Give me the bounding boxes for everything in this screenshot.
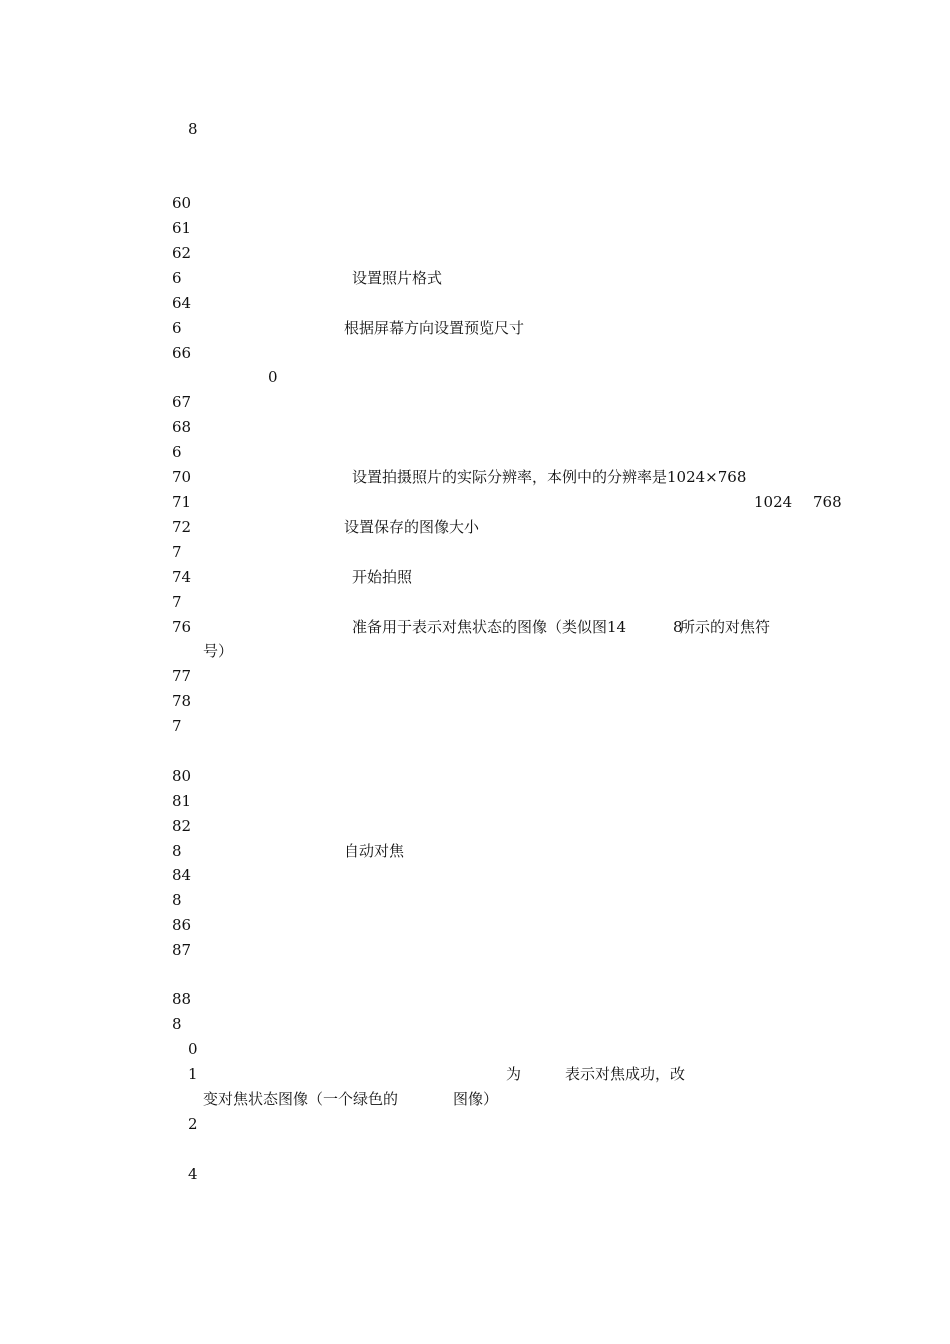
line-number: 62 xyxy=(172,244,192,262)
resolution-width: 1024 xyxy=(754,493,793,511)
code-comment: 自动对焦 xyxy=(344,842,405,860)
line-number: 61 xyxy=(172,219,192,237)
code-comment: 设置保存的图像大小 xyxy=(344,518,480,536)
code-comment-tail: 所示的对焦符 xyxy=(680,618,771,636)
line-number: 68 xyxy=(172,418,192,436)
line-number: 7 xyxy=(172,543,182,561)
line-number: 0 xyxy=(188,1040,198,1058)
line-number: 86 xyxy=(172,916,192,934)
code-comment: 为 xyxy=(506,1065,522,1083)
line-number: 64 xyxy=(172,294,192,312)
line-number: 80 xyxy=(172,767,192,785)
line-number: 77 xyxy=(172,667,192,685)
code-comment: 准备用于表示对焦状态的图像（类似图14 xyxy=(352,618,627,636)
line-number: 67 xyxy=(172,393,192,411)
line-number: 87 xyxy=(172,941,192,959)
line-number: 4 xyxy=(188,1165,198,1183)
line-number: 82 xyxy=(172,817,192,835)
code-comment-continuation: 变对焦状态图像（一个绿色的 xyxy=(203,1090,399,1108)
line-number: 1 xyxy=(188,1065,198,1083)
line-number: 6 xyxy=(172,319,182,337)
line-number: 6 xyxy=(172,443,182,461)
line-number: 72 xyxy=(172,518,192,536)
line-number: 74 xyxy=(172,568,192,586)
resolution-height: 768 xyxy=(813,493,842,511)
code-comment-continuation: 图像） xyxy=(453,1090,499,1108)
code-comment: 设置拍摄照片的实际分辨率，本例中的分辨率是1024×768 xyxy=(352,468,747,486)
code-comment-continuation: 号） xyxy=(203,642,234,660)
code-comment: 表示对焦成功，改 xyxy=(565,1065,686,1083)
line-number: 8 xyxy=(172,1015,182,1033)
line-number: 60 xyxy=(172,194,192,212)
line-number: 76 xyxy=(172,618,192,636)
code-comment: 开始拍照 xyxy=(352,568,413,586)
line-number: 88 xyxy=(172,990,192,1008)
line-number: 7 xyxy=(172,593,182,611)
line-number: 7 xyxy=(172,717,182,735)
figure-ref: 8 xyxy=(673,618,683,636)
line-number: 84 xyxy=(172,866,192,884)
line-number: 6 xyxy=(172,269,182,287)
line-number: 66 xyxy=(172,344,192,362)
line-number: 8 xyxy=(172,891,182,909)
line-number: 71 xyxy=(172,493,192,511)
code-comment: 根据屏幕方向设置预览尺寸 xyxy=(344,319,525,337)
line-number: 8 xyxy=(172,842,182,860)
code-comment: 设置照片格式 xyxy=(352,269,443,287)
line-number: 8 xyxy=(188,120,198,138)
line-number: 78 xyxy=(172,692,192,710)
line-number: 81 xyxy=(172,792,192,810)
line-number: 2 xyxy=(188,1115,198,1133)
line-number: 70 xyxy=(172,468,192,486)
line-number: 0 xyxy=(268,368,278,386)
